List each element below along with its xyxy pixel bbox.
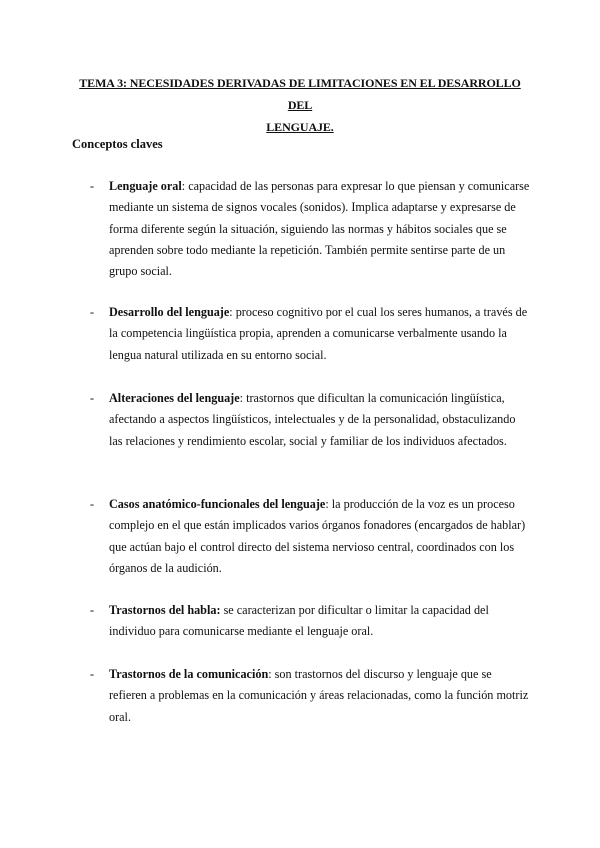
list-item: [90, 600, 530, 643]
title-line-2: LENGUAJE.: [266, 120, 334, 134]
item-definition: se caracterizan por dificultar o limitar la capacidad del individuo para comunicarse mediante el lenguaje oral.: [109, 603, 489, 639]
bullet-dash: -: [90, 497, 95, 511]
list-item: [90, 494, 530, 579]
item-text: [109, 388, 530, 452]
bullet-dash: -: [90, 179, 95, 193]
list-item: [90, 302, 530, 366]
item-text: [109, 176, 530, 282]
item-term: Casos anatómico-funcionales del lenguaje: [109, 497, 326, 511]
item-definition: : la producción de la voz es un proceso complejo en el que están implicados varios órganos fonadores (encargados de hablar) que actúan bajo el control directo del sistema nervioso central, coordinados con los órganos de la audición.: [109, 497, 526, 575]
item-definition: : capacidad de las personas para expresar lo que piensan y comunicarse mediante un sistema de signos vocales (sonidos). Implica adaptarse y expresarse de forma diferente según la situación, siguiendo las normas y hábitos sociales que se aprenden sobre todo mediante la repetición. También permite sentirse parte de un grupo social.: [109, 179, 530, 279]
section-heading: Conceptos claves: [72, 137, 163, 151]
bullet-dash: -: [90, 603, 95, 617]
item-text: [109, 600, 530, 643]
item-text: [109, 664, 530, 728]
bullet-dash: -: [90, 391, 95, 405]
list-item: [90, 664, 530, 728]
item-definition: : son trastornos del discurso y lenguaje que se refieren a problemas en la comunicación y áreas relacionadas, como la función motriz oral.: [109, 667, 529, 724]
item-term: Trastornos de la comunicación: [109, 667, 269, 681]
item-definition: : proceso cognitivo por el cual los seres humanos, a través de la competencia lingüística propia, aprenden a comunicarse verbalmente usando la lengua natural utilizada en su entorno social.: [109, 305, 528, 362]
document-title: [72, 72, 528, 138]
bullet-dash: -: [90, 305, 95, 319]
item-definition: : trastornos que dificultan la comunicación lingüística, afectando a aspectos lingüísticos, intelectuales y de la personalidad, obstaculizando las relaciones y rendimiento escolar, social y familiar de los individuos afectados.: [109, 391, 516, 448]
list-item: [90, 388, 530, 452]
title-line-1: TEMA 3: NECESIDADES DERIVADAS DE LIMITACIONES EN EL DESARROLLO DEL: [79, 76, 521, 112]
bullet-dash: -: [90, 667, 95, 681]
list-item: [90, 176, 530, 282]
item-term: Alteraciones del lenguaje: [109, 391, 240, 405]
item-text: [109, 494, 530, 579]
item-text: [109, 302, 530, 366]
item-term: Trastornos del habla:: [109, 603, 221, 617]
item-term: Desarrollo del lenguaje: [109, 305, 230, 319]
item-term: Lenguaje oral: [109, 179, 182, 193]
